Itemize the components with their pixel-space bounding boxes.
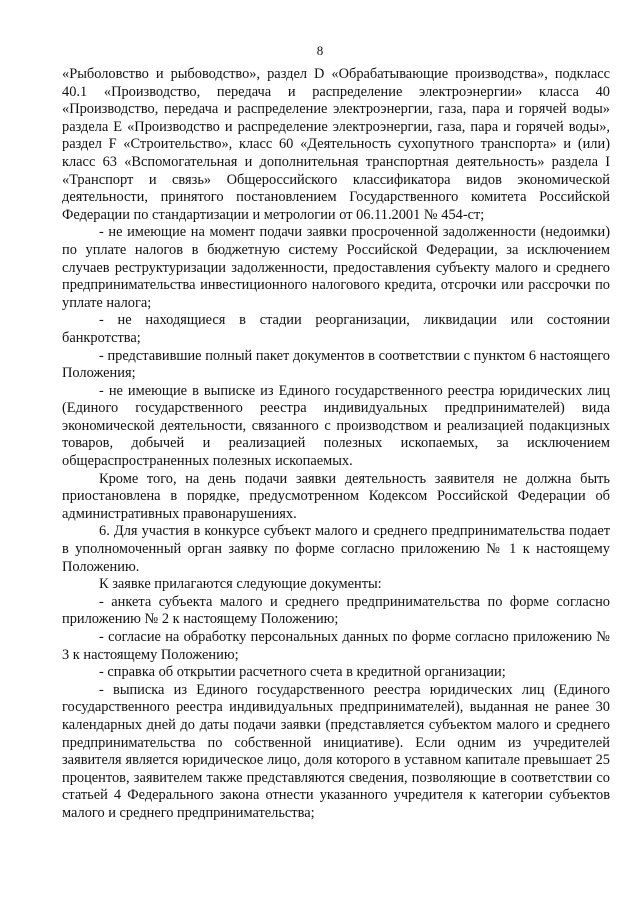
paragraph-section-6: 6. Для участия в конкурсе субъект малого и среднего предпринимательства подает в уполномоченный орган заявку по форме согласно приложению № 1 к настоящему Положению. xyxy=(62,523,610,575)
paragraph-okved-classes: «Рыболовство и рыбоводство», раздел D «Обрабатывающие производства», подкласс 40.1 «Производство, передача и распределение электроэнергии» класса 40 «Производство, передача и распределение электроэнергии, газа, пара и горячей воды» раздела E «Производство и распределение электроэнергии, газа, пара и горячей воды», раздел F «Строительство», класс 60 «Деятельность сухопутного транспорта» и (или) класс 63 «Вспомогательная и дополнительная транспортная деятельность» раздела I «Транспорт и связь» Общероссийского классификатора видов экономической деятельности, принятого постановлением Государственного комитета Российской Федерации по стандартизации и метрологии от 06.11.2001 № 454-ст; xyxy=(62,66,610,223)
list-item-questionnaire: - анкета субъекта малого и среднего предпринимательства по форме согласно приложению № 2 к настоящему Положению; xyxy=(62,593,610,628)
page-number: 8 xyxy=(316,43,324,58)
list-item-personal-data-consent: - согласие на обработку персональных данных по форме согласно приложению № 3 к настоящему Положению; xyxy=(62,629,610,663)
paragraph-no-tax-debt: - не имеющие на момент подачи заявки просроченной задолженности (недоимки) по уплате налогов в бюджетную систему Российской Федерации, за исключением случаев реструктуризации задолженности, предоставления субъекту малого и среднего предпринимательства инвестиционного налогового кредита, отсрочки или рассрочки по уплате налога; xyxy=(62,224,610,311)
list-item-bank-account-certificate: - справка об открытии расчетного счета в кредитной организации; xyxy=(99,664,506,681)
paragraph-no-excise-activity: - не имеющие в выписке из Единого государственного реестра юридических лиц (Единого государственного реестра индивидуальных предпринимателей) вида экономической деятельности, связанного с производством и реализацией подакцизных товаров, добычей и реализацией полезных ископаемых, за исключением общераспространенных полезных ископаемых. xyxy=(62,382,610,470)
paragraph-attached-documents: К заявке прилагаются следующие документы: xyxy=(99,576,382,593)
paragraph-no-reorganization: - не находящиеся в стадии реорганизации, ликвидации или состоянии банкротства; xyxy=(62,312,610,346)
paragraph-activity-not-suspended: Кроме того, на день подачи заявки деятельность заявителя не должна быть приостановлена в порядке, предусмотренном Кодексом Российской Федерации об административных правонарушениях. xyxy=(62,470,610,522)
list-item-registry-extract: - выписка из Единого государственного реестра юридических лиц (Единого государственного реестра индивидуальных предпринимателей), выданная не ранее 30 календарных дней до даты подачи заявки (представляется субъектом малого и среднего предпринимательства по собственной инициативе). Если одним из учредителей заявителя является юридическое лицо, доля которого в уставном капитале превышает 25 процентов, заявителем также представляются сведения, позволяющие в соответствии со статьей 4 Федерального закона отнести указанного учредителя к категории субъектов малого и среднего предпринимательства; xyxy=(62,681,610,821)
paragraph-full-documents: - представившие полный пакет документов в соответствии с пунктом 6 настоящего Положения; xyxy=(62,347,610,382)
body-text xyxy=(62,66,610,823)
